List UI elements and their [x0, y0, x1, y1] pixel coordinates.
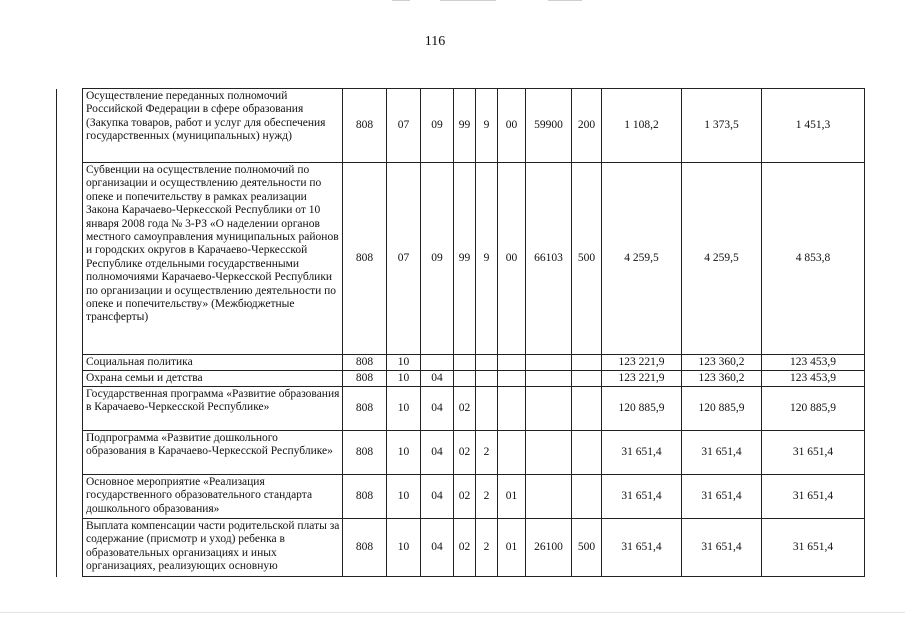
section-code-cell: 10 — [387, 431, 421, 475]
amount-year1-cell: 120 885,9 — [602, 387, 682, 431]
ministry-code-cell: 808 — [343, 519, 387, 577]
row-gutter-cell — [57, 89, 83, 163]
row-name-cell: Основное мероприятие «Реализация государственного образовательного стандарта дошкольного образования» — [83, 475, 343, 519]
direction-code-cell: 66103 — [526, 163, 572, 355]
amount-year1-cell: 31 651,4 — [602, 475, 682, 519]
expense-type-cell: 200 — [572, 89, 602, 163]
amount-year1-cell: 1 108,2 — [602, 89, 682, 163]
subprogram-code-cell: 2 — [476, 519, 498, 577]
amount-year2-cell: 31 651,4 — [682, 475, 762, 519]
subprogram-code-cell — [476, 387, 498, 431]
subsection-code-cell: 09 — [421, 89, 454, 163]
amount-year2-cell: 31 651,4 — [682, 431, 762, 475]
ministry-code-cell: 808 — [343, 89, 387, 163]
direction-code-cell — [526, 371, 572, 387]
amount-year1-cell: 123 221,9 — [602, 371, 682, 387]
direction-code-cell — [526, 355, 572, 371]
direction-code-cell — [526, 475, 572, 519]
row-gutter-cell — [57, 355, 83, 371]
row-gutter-cell — [57, 475, 83, 519]
section-code-cell: 10 — [387, 519, 421, 577]
subsection-code-cell: 09 — [421, 163, 454, 355]
amount-year2-cell: 123 360,2 — [682, 355, 762, 371]
direction-code-cell — [526, 387, 572, 431]
program-code-cell: 99 — [454, 163, 476, 355]
scan-bottom-rule — [0, 612, 905, 613]
amount-year1-cell: 31 651,4 — [602, 431, 682, 475]
amount-year2-cell: 123 360,2 — [682, 371, 762, 387]
direction-code-cell: 26100 — [526, 519, 572, 577]
ministry-code-cell: 808 — [343, 355, 387, 371]
amount-year3-cell: 123 453,9 — [762, 355, 865, 371]
subsection-code-cell: 04 — [421, 371, 454, 387]
program-code-cell — [454, 371, 476, 387]
program-code-cell: 99 — [454, 89, 476, 163]
scan-mark-top-right — [548, 0, 582, 1]
table-row — [57, 519, 865, 577]
event-code-cell: 01 — [498, 519, 526, 577]
event-code-cell: 01 — [498, 475, 526, 519]
row-gutter-cell — [57, 387, 83, 431]
expense-type-cell — [572, 475, 602, 519]
row-gutter-cell — [57, 519, 83, 577]
subsection-code-cell: 04 — [421, 475, 454, 519]
budget-table — [56, 88, 865, 577]
subprogram-code-cell — [476, 371, 498, 387]
event-code-cell — [498, 431, 526, 475]
event-code-cell — [498, 371, 526, 387]
section-code-cell: 07 — [387, 163, 421, 355]
subsection-code-cell: 04 — [421, 387, 454, 431]
amount-year1-cell: 123 221,9 — [602, 355, 682, 371]
event-code-cell — [498, 355, 526, 371]
page-number: 116 — [424, 34, 446, 49]
scan-mark-top-left — [392, 0, 410, 1]
amount-year1-cell: 31 651,4 — [602, 519, 682, 577]
program-code-cell: 02 — [454, 387, 476, 431]
subsection-code-cell — [421, 355, 454, 371]
amount-year3-cell: 31 651,4 — [762, 431, 865, 475]
expense-type-cell: 500 — [572, 163, 602, 355]
event-code-cell: 00 — [498, 163, 526, 355]
subprogram-code-cell: 2 — [476, 431, 498, 475]
table-row — [57, 355, 865, 371]
ministry-code-cell: 808 — [343, 387, 387, 431]
subprogram-code-cell: 2 — [476, 475, 498, 519]
amount-year3-cell: 120 885,9 — [762, 387, 865, 431]
row-name-cell: Субвенции на осуществление полномочий по организации и осуществлению деятельности по опеке и попечительству в рамках реализации Закона Карачаево-Черкесской Республики от 10 января 2008 года № 3-РЗ «О наделении органов местного самоуправления муниципальных районов и городских округов в Карачаево-Черкесской Республике отдельными государственными полномочиями Карачаево-Черкесской Республики по организации и осуществлению деятельности по опеке и попечительству» (Межбюджетные трансферты) — [83, 163, 343, 355]
table-row — [57, 371, 865, 387]
ministry-code-cell: 808 — [343, 475, 387, 519]
row-name-cell: Подпрограмма «Развитие дошкольного образования в Карачаево-Черкесской Республике» — [83, 431, 343, 475]
amount-year2-cell: 120 885,9 — [682, 387, 762, 431]
amount-year3-cell: 31 651,4 — [762, 519, 865, 577]
expense-type-cell — [572, 387, 602, 431]
amount-year3-cell: 4 853,8 — [762, 163, 865, 355]
expense-type-cell: 500 — [572, 519, 602, 577]
subsection-code-cell: 04 — [421, 431, 454, 475]
budget-table-body — [57, 89, 865, 577]
ministry-code-cell: 808 — [343, 371, 387, 387]
program-code-cell: 02 — [454, 431, 476, 475]
program-code-cell — [454, 355, 476, 371]
row-name-cell: Социальная политика — [83, 355, 343, 371]
section-code-cell: 10 — [387, 355, 421, 371]
amount-year3-cell: 31 651,4 — [762, 475, 865, 519]
scan-mark-top-center — [440, 0, 496, 1]
row-gutter-cell — [57, 371, 83, 387]
amount-year1-cell: 4 259,5 — [602, 163, 682, 355]
amount-year3-cell: 123 453,9 — [762, 371, 865, 387]
program-code-cell: 02 — [454, 475, 476, 519]
direction-code-cell: 59900 — [526, 89, 572, 163]
amount-year2-cell: 1 373,5 — [682, 89, 762, 163]
section-code-cell: 10 — [387, 371, 421, 387]
section-code-cell: 10 — [387, 387, 421, 431]
subprogram-code-cell — [476, 355, 498, 371]
subsection-code-cell: 04 — [421, 519, 454, 577]
amount-year3-cell: 1 451,3 — [762, 89, 865, 163]
table-row — [57, 163, 865, 355]
amount-year2-cell: 4 259,5 — [682, 163, 762, 355]
section-code-cell: 10 — [387, 475, 421, 519]
table-row — [57, 89, 865, 163]
ministry-code-cell: 808 — [343, 163, 387, 355]
table-row — [57, 431, 865, 475]
row-name-cell: Охрана семьи и детства — [83, 371, 343, 387]
row-name-cell: Осуществление переданных полномочий Российской Федерации в сфере образования (Закупка товаров, работ и услуг для обеспечения государственных (муниципальных) нужд) — [83, 89, 343, 163]
section-code-cell: 07 — [387, 89, 421, 163]
event-code-cell — [498, 387, 526, 431]
ministry-code-cell: 808 — [343, 431, 387, 475]
row-gutter-cell — [57, 431, 83, 475]
amount-year2-cell: 31 651,4 — [682, 519, 762, 577]
expense-type-cell — [572, 371, 602, 387]
subprogram-code-cell: 9 — [476, 89, 498, 163]
program-code-cell: 02 — [454, 519, 476, 577]
row-gutter-cell — [57, 163, 83, 355]
expense-type-cell — [572, 431, 602, 475]
event-code-cell: 00 — [498, 89, 526, 163]
row-name-cell: Выплата компенсации части родительской платы за содержание (присмотр и уход) ребенка в образовательных организациях и иных организациях, реализующих основную — [83, 519, 343, 577]
table-row — [57, 475, 865, 519]
expense-type-cell — [572, 355, 602, 371]
subprogram-code-cell: 9 — [476, 163, 498, 355]
table-row — [57, 387, 865, 431]
row-name-cell: Государственная программа «Развитие образования в Карачаево-Черкесской Республике» — [83, 387, 343, 431]
direction-code-cell — [526, 431, 572, 475]
